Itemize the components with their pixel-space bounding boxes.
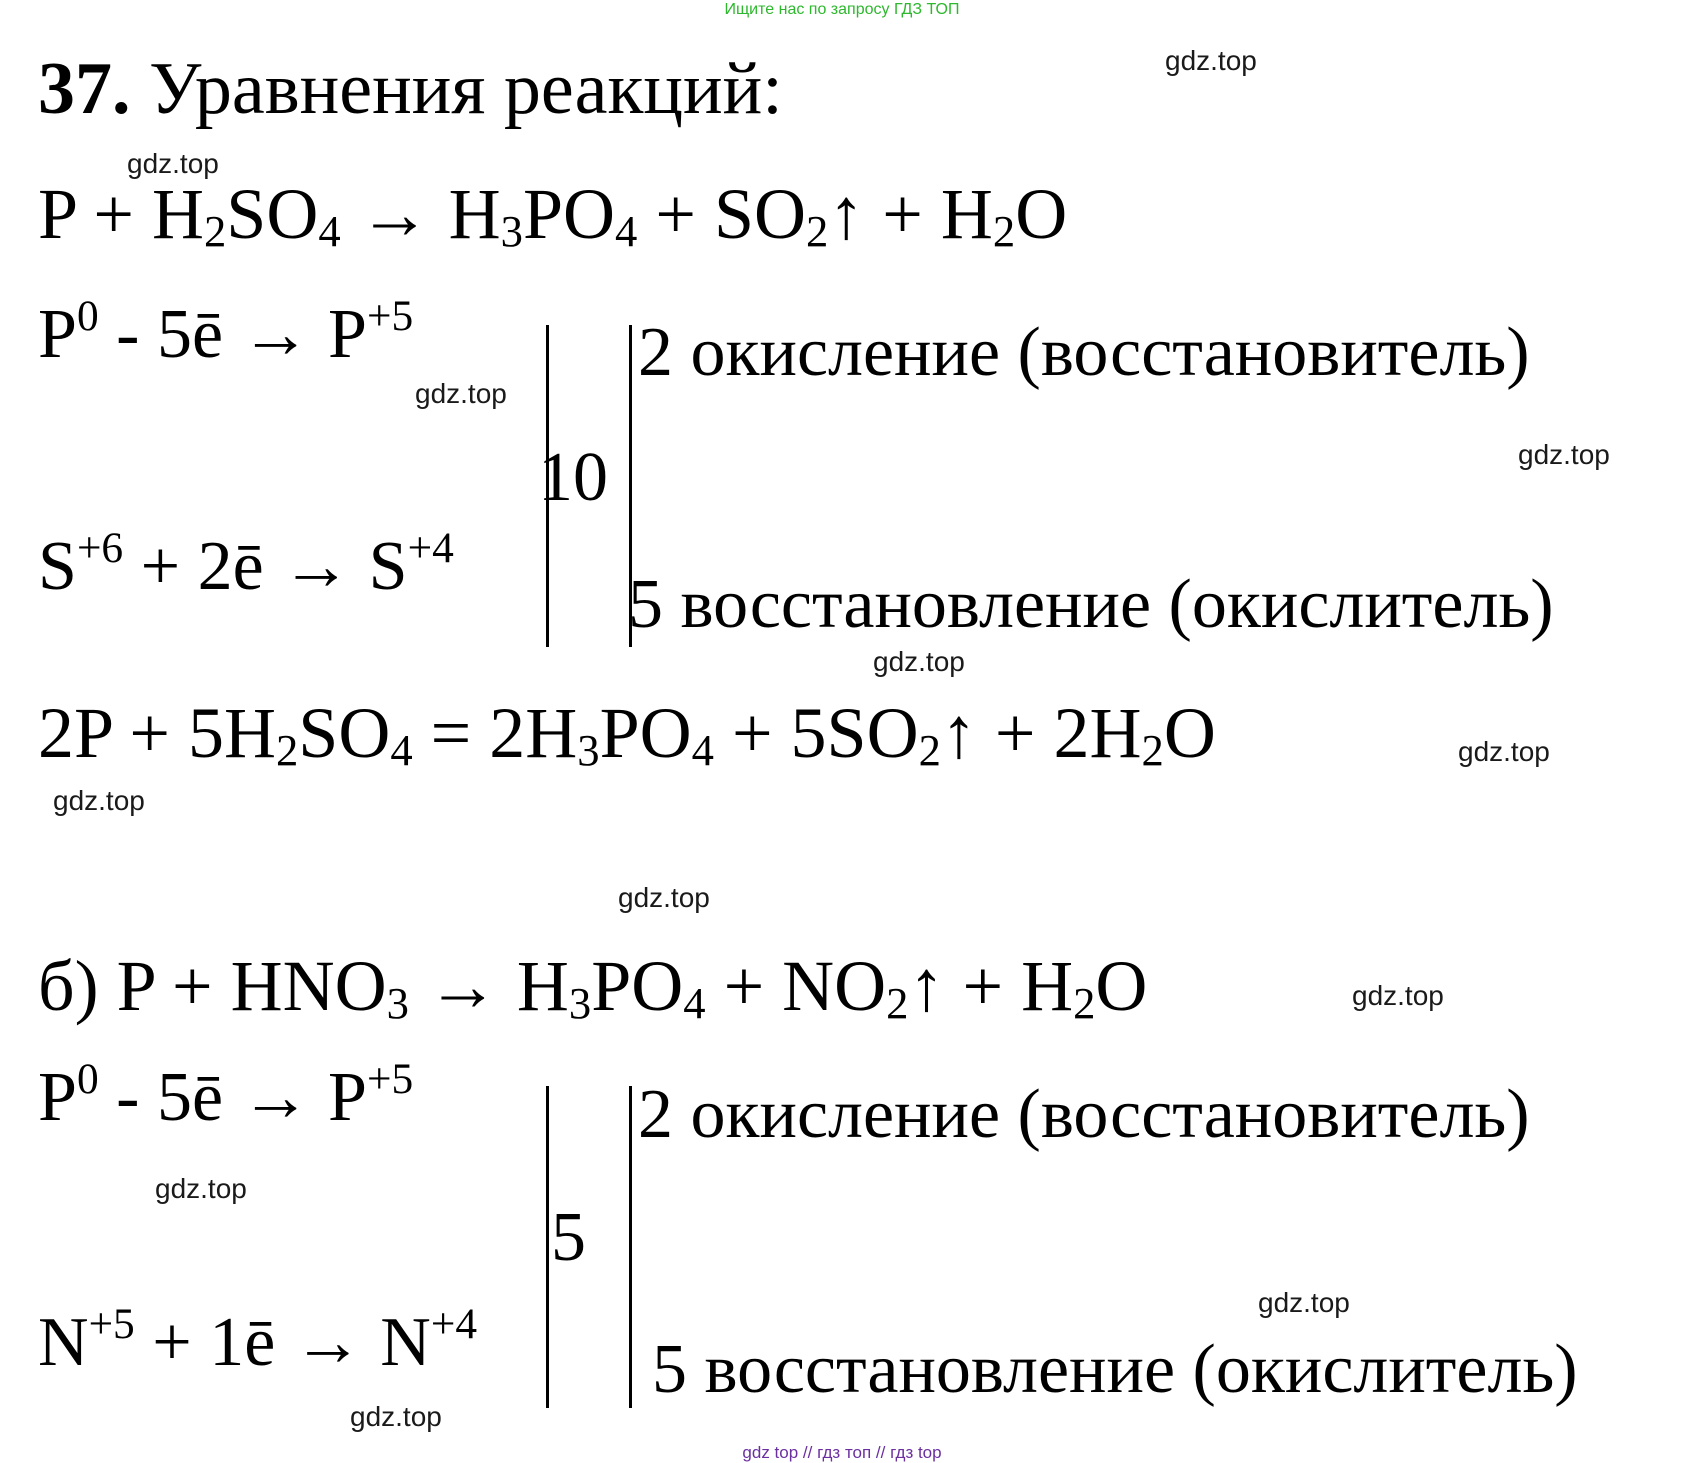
watermark: gdz.top [873, 646, 965, 677]
exercise-number: 37. [38, 48, 131, 130]
watermark: gdz.top [350, 1401, 442, 1432]
balance-divider-left-b [546, 1086, 549, 1408]
watermark: gdz.top [1518, 439, 1610, 470]
balance-divider-right-b [629, 1086, 632, 1408]
watermark: gdz.top [155, 1173, 247, 1204]
watermark: gdz.top [1458, 736, 1550, 767]
watermark: gdz.top [618, 882, 710, 913]
watermark: gdz.top [53, 785, 145, 816]
title-text: Уравнения реакций: [130, 48, 783, 130]
reduction-half-reaction-a: $S^{+6}$ + 2ē → $S^{+4}$ [38, 524, 454, 605]
balanced-equation-a: $2P + 5H_2SO_4 = 2H_3PO_4$ + $5SO_2↑ + 2H_2O$ [38, 693, 1216, 776]
watermark: gdz.top [1258, 1287, 1350, 1318]
watermark: gdz.top [1352, 980, 1444, 1011]
oxidation-label-a: 2 окисление (восстановитель) [638, 314, 1530, 391]
watermark: gdz.top [415, 378, 507, 409]
oxidation-label-b: 2 окисление (восстановитель) [638, 1076, 1530, 1153]
oxidation-half-reaction-b: $P^0$ - 5ē → $P^{+5}$ [38, 1055, 414, 1136]
header-note: Ищите нас по запросу ГДЗ ТОП [724, 1, 960, 18]
watermark: gdz.top [127, 148, 219, 179]
reduction-label-b: 5 восстановление (окислитель) [652, 1331, 1578, 1408]
lcm-a: 10 [538, 439, 608, 516]
oxidation-half-reaction-a: $P^0$ - 5ē → $P^{+5}$ [38, 292, 414, 373]
footer-note: gdz top // гдз топ // гдз top [742, 1443, 942, 1462]
lcm-b: 5 [551, 1199, 586, 1276]
page-title [38, 48, 783, 130]
reduction-label-a: 5 восстановление (окислитель) [628, 566, 1554, 643]
reaction-scheme-b: б) $P + HNO_3 \to H_3PO_4$ + $NO_2↑ + H_2O$ [38, 946, 1148, 1029]
watermark: gdz.top [1165, 45, 1257, 76]
reaction-scheme-a: $P + H_2SO_4 \to H_3PO_4$ + $SO_2↑ + H_2O$ [38, 174, 1068, 257]
reduction-half-reaction-b: $N^{+5}$ + 1ē → $N^{+4}$ [38, 1300, 478, 1381]
